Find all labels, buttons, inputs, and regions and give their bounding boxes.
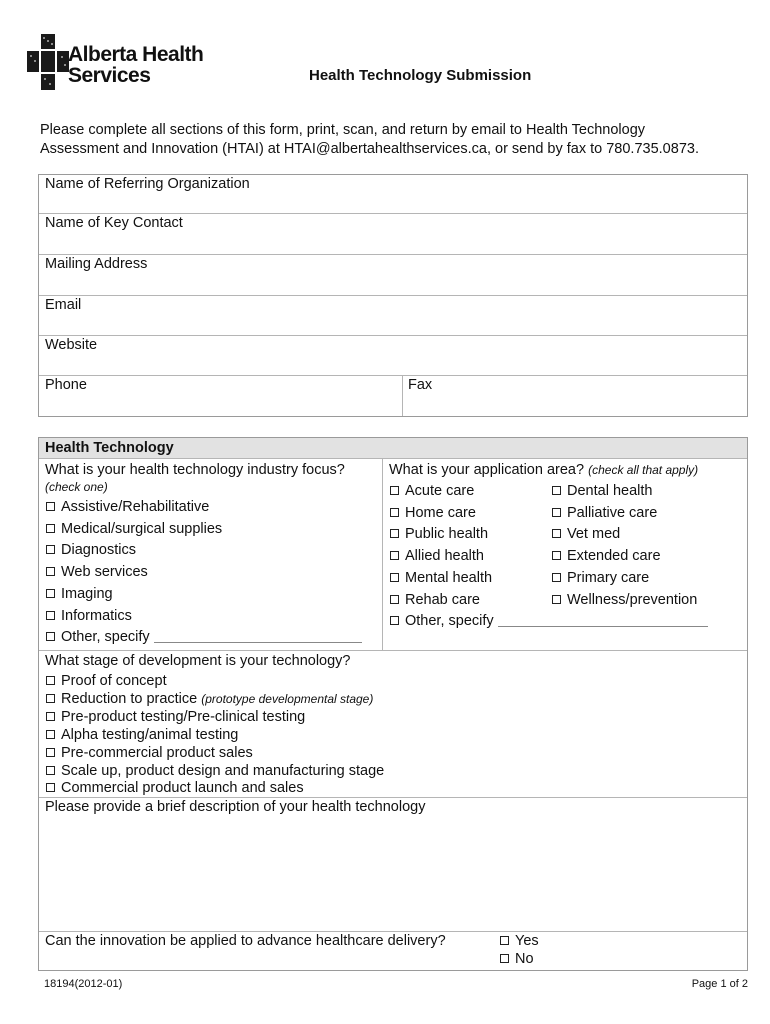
focus-options — [46, 497, 362, 649]
area-option[interactable]: Mental health — [390, 568, 708, 590]
stage-question: What stage of development is your technology? — [45, 653, 351, 669]
email-field[interactable]: Email — [45, 297, 82, 313]
section-heading: Health Technology — [45, 440, 174, 456]
logo-wordmark — [68, 44, 203, 86]
focus-option[interactable]: Imaging — [46, 584, 362, 606]
checkbox-icon[interactable] — [46, 632, 55, 641]
area-hint: (check all that apply) — [588, 463, 699, 477]
specify-blank[interactable] — [498, 626, 708, 627]
checkbox-icon[interactable] — [500, 936, 509, 945]
divider — [382, 459, 383, 650]
checkbox-icon[interactable] — [552, 529, 561, 538]
intro-line-2: Assessment and Innovation (HTAI) at HTAI@albertahealthservices.ca, or send by fax to 780.735.0873. — [40, 141, 699, 157]
area-option[interactable]: Vet med — [552, 524, 697, 546]
logo-line-1: Alberta Health — [68, 43, 204, 66]
checkbox-icon[interactable] — [46, 748, 55, 757]
checkbox-icon[interactable] — [46, 766, 55, 775]
stage-option[interactable]: Pre-product testing/Pre-clinical testing — [46, 709, 384, 727]
focus-option-other[interactable]: Other, specify — [46, 627, 362, 649]
mailing-address-field[interactable]: Mailing Address — [45, 256, 148, 272]
logo-line-2: Services — [68, 64, 151, 87]
divider — [39, 335, 747, 336]
checkbox-icon[interactable] — [46, 611, 55, 620]
focus-hint: (check one) — [45, 480, 108, 494]
divider — [39, 458, 747, 459]
intro-line-1: Please complete all sections of this form, print, scan, and return by email to Health Technology — [40, 122, 646, 138]
area-option[interactable]: Allied health — [390, 546, 708, 568]
area-option-other[interactable]: Other, specify — [390, 611, 708, 633]
area-option[interactable]: Palliative care — [552, 503, 697, 525]
divider — [39, 650, 747, 651]
website-field[interactable]: Website — [45, 337, 98, 353]
focus-option[interactable]: Diagnostics — [46, 540, 362, 562]
checkbox-icon[interactable] — [390, 508, 399, 517]
divider — [39, 254, 747, 255]
checkbox-icon[interactable] — [46, 694, 55, 703]
checkbox-icon[interactable] — [46, 545, 55, 554]
checkbox-icon[interactable] — [390, 551, 399, 560]
form-code: 18194(2012-01) — [44, 978, 123, 990]
checkbox-icon[interactable] — [46, 676, 55, 685]
stage-options — [46, 673, 384, 798]
area-option[interactable]: Dental health — [552, 481, 697, 503]
key-contact-field[interactable]: Name of Key Contact — [45, 215, 183, 231]
description-area[interactable] — [40, 818, 746, 928]
area-option[interactable]: Primary care — [552, 568, 697, 590]
phone-field[interactable]: Phone — [45, 377, 87, 393]
specify-blank[interactable] — [154, 642, 362, 643]
stage-option[interactable]: Proof of concept — [46, 673, 384, 691]
organization-field[interactable]: Name of Referring Organization — [45, 176, 250, 192]
checkbox-icon[interactable] — [46, 783, 55, 792]
checkbox-icon[interactable] — [390, 529, 399, 538]
stage-option[interactable]: Scale up, product design and manufacturing stage — [46, 763, 384, 781]
area-option[interactable]: Rehab care — [390, 590, 708, 612]
divider — [39, 213, 747, 214]
checkbox-icon[interactable] — [46, 502, 55, 511]
intro-paragraph — [40, 121, 740, 159]
area-options-right — [552, 481, 697, 611]
area-option[interactable]: Extended care — [552, 546, 697, 568]
checkbox-icon[interactable] — [46, 589, 55, 598]
divider — [39, 931, 747, 932]
description-prompt: Please provide a brief description of your health technology — [45, 799, 426, 815]
page-number: Page 1 of 2 — [691, 978, 748, 990]
divider — [39, 375, 747, 376]
checkbox-icon[interactable] — [552, 573, 561, 582]
checkbox-icon[interactable] — [390, 616, 399, 625]
checkbox-icon[interactable] — [552, 551, 561, 560]
checkbox-icon[interactable] — [46, 567, 55, 576]
checkbox-icon[interactable] — [390, 595, 399, 604]
stage-option[interactable]: Pre-commercial product sales — [46, 745, 384, 763]
yes-option[interactable]: Yes — [500, 933, 539, 951]
checkbox-icon[interactable] — [552, 486, 561, 495]
section-header — [39, 438, 747, 458]
divider — [402, 376, 403, 416]
no-option[interactable]: No — [500, 951, 539, 969]
focus-option[interactable]: Medical/surgical supplies — [46, 519, 362, 541]
stage-option[interactable]: Reduction to practice (prototype developmental stage) — [46, 691, 384, 709]
checkbox-icon[interactable] — [46, 524, 55, 533]
focus-option[interactable]: Assistive/Rehabilitative — [46, 497, 362, 519]
area-option[interactable]: Acute care — [390, 481, 708, 503]
area-question: What is your application area? (check all that apply) — [389, 462, 699, 478]
area-option[interactable]: Home care — [390, 503, 708, 525]
page-title: Health Technology Submission — [309, 67, 532, 84]
stage-option[interactable]: Commercial product launch and sales — [46, 780, 384, 798]
checkbox-icon[interactable] — [552, 595, 561, 604]
area-option[interactable]: Wellness/prevention — [552, 590, 697, 612]
checkbox-icon[interactable] — [46, 730, 55, 739]
stage-hint: (prototype developmental stage) — [201, 691, 374, 706]
focus-option[interactable]: Informatics — [46, 606, 362, 628]
innovation-question: Can the innovation be applied to advance healthcare delivery? — [45, 933, 446, 949]
fax-field[interactable]: Fax — [408, 377, 433, 393]
checkbox-icon[interactable] — [390, 486, 399, 495]
innovation-options — [500, 933, 539, 969]
checkbox-icon[interactable] — [390, 573, 399, 582]
checkbox-icon[interactable] — [500, 954, 509, 963]
stage-option[interactable]: Alpha testing/animal testing — [46, 727, 384, 745]
focus-option[interactable]: Web services — [46, 562, 362, 584]
focus-question: What is your health technology industry focus? — [45, 462, 345, 478]
divider — [39, 295, 747, 296]
checkbox-icon[interactable] — [552, 508, 561, 517]
area-option[interactable]: Public health — [390, 524, 708, 546]
checkbox-icon[interactable] — [46, 712, 55, 721]
